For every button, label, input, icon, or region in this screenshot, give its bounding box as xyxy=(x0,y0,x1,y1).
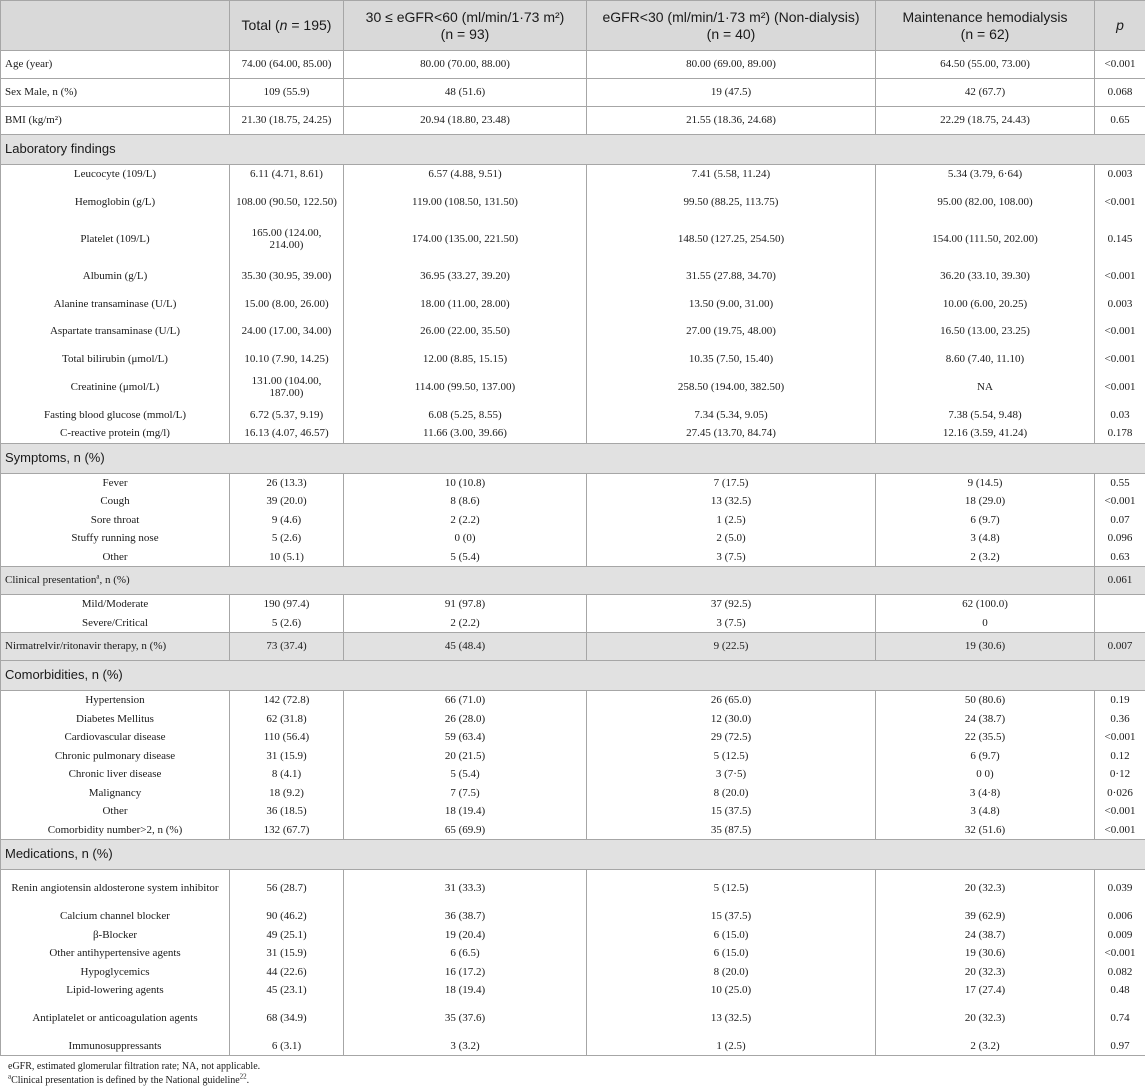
cell-egfr-30-60: 6 (6.5) xyxy=(344,944,587,963)
cell-total: 31 (15.9) xyxy=(230,944,344,963)
cell-egfr-lt30: 21.55 (18.36, 24.68) xyxy=(587,107,876,135)
cell-total: 36 (18.5) xyxy=(230,802,344,821)
row-label: Antiplatelet or anticoagulation agents xyxy=(1,1000,230,1037)
cell-p-value: <0.001 xyxy=(1095,821,1145,840)
cell-egfr-30-60: 20 (21.5) xyxy=(344,747,587,766)
cell-hemodialysis: 16.50 (13.00, 23.25) xyxy=(876,313,1095,350)
cell-total: 39 (20.0) xyxy=(230,492,344,511)
cell-egfr-30-60: 20.94 (18.80, 23.48) xyxy=(344,107,587,135)
cell-total: 18 (9.2) xyxy=(230,784,344,803)
cell-hemodialysis: 5.34 (3.79, 6·64) xyxy=(876,165,1095,184)
row-label: Chronic liver disease xyxy=(1,765,230,784)
cell-egfr-lt30: 37 (92.5) xyxy=(587,595,876,614)
cell-egfr-30-60: 26 (28.0) xyxy=(344,710,587,729)
cell-total: 90 (46.2) xyxy=(230,907,344,926)
cell-egfr-30-60: 114.00 (99.50, 137.00) xyxy=(344,369,587,406)
table-row xyxy=(1,79,1145,107)
row-label: Malignancy xyxy=(1,784,230,803)
table-row xyxy=(1,511,1145,530)
cell-hemodialysis: 95.00 (82.00, 108.00) xyxy=(876,184,1095,221)
table-row xyxy=(1,614,1145,633)
cell-total: 109 (55.9) xyxy=(230,79,344,107)
cell-egfr-lt30: 6 (15.0) xyxy=(587,926,876,945)
cell-egfr-30-60: 18 (19.4) xyxy=(344,802,587,821)
table-row xyxy=(1,350,1145,369)
row-label: β-Blocker xyxy=(1,926,230,945)
table-row xyxy=(1,765,1145,784)
cell-p-value: 0.006 xyxy=(1095,907,1145,926)
cell-total: 26 (13.3) xyxy=(230,473,344,492)
footnote-clinical: $^a$Clinical presentation is defined by the National guideline$^{22}$. xyxy=(8,1075,260,1086)
cell-p-value: 0.63 xyxy=(1095,548,1145,567)
cell-egfr-30-60: 91 (97.8) xyxy=(344,595,587,614)
cell-hemodialysis: NA xyxy=(876,369,1095,406)
cell-egfr-30-60: 65 (69.9) xyxy=(344,821,587,840)
cell-hemodialysis: 62 (100.0) xyxy=(876,595,1095,614)
cell-egfr-lt30: 258.50 (194.00, 382.50) xyxy=(587,369,876,406)
cell-egfr-30-60: 2 (2.2) xyxy=(344,614,587,633)
cell-p-value: 0.009 xyxy=(1095,926,1145,945)
cell-egfr-30-60: 18.00 (11.00, 28.00) xyxy=(344,295,587,314)
cell-hemodialysis: 24 (38.7) xyxy=(876,926,1095,945)
cell-egfr-30-60: 6.57 (4.88, 9.51) xyxy=(344,165,587,184)
cell-hemodialysis: 32 (51.6) xyxy=(876,821,1095,840)
table-row xyxy=(1,369,1145,406)
cell-egfr-lt30: 7 (17.5) xyxy=(587,473,876,492)
row-label: Comorbidity number>2, n (%) xyxy=(1,821,230,840)
cell-hemodialysis: 10.00 (6.00, 20.25) xyxy=(876,295,1095,314)
cell-hemodialysis: 3 (4.8) xyxy=(876,802,1095,821)
cell-hemodialysis: 6 (9.7) xyxy=(876,511,1095,530)
row-label: Aspartate transaminase (U/L) xyxy=(1,313,230,350)
cell-hemodialysis: 8.60 (7.40, 11.10) xyxy=(876,350,1095,369)
cell-egfr-lt30: 3 (7.5) xyxy=(587,614,876,633)
cell-hemodialysis: 2 (3.2) xyxy=(876,548,1095,567)
cell-egfr-30-60: 36.95 (33.27, 39.20) xyxy=(344,258,587,295)
table-row xyxy=(1,165,1145,184)
cell-p-value: 0.97 xyxy=(1095,1037,1145,1056)
table-row xyxy=(1,691,1145,710)
cell-egfr-30-60: 26.00 (22.00, 35.50) xyxy=(344,313,587,350)
cell-p-value: <0.001 xyxy=(1095,944,1145,963)
table-row xyxy=(1,710,1145,729)
section-title: Clinical presentation$^a$, n (%) xyxy=(1,567,1095,595)
cell-egfr-lt30: 148.50 (127.25, 254.50) xyxy=(587,221,876,258)
row-label: Nirmatrelvir/ritonavir therapy, n (%) xyxy=(1,633,230,661)
cell-egfr-lt30: 9 (22.5) xyxy=(587,633,876,661)
cell-egfr-30-60: 5 (5.4) xyxy=(344,548,587,567)
cell-total: 16.13 (4.07, 46.57) xyxy=(230,424,344,443)
cell-egfr-lt30: 1 (2.5) xyxy=(587,1037,876,1056)
section-comorbidities xyxy=(1,661,1145,691)
cell-egfr-30-60: 5 (5.4) xyxy=(344,765,587,784)
cell-total: 21.30 (18.75, 24.25) xyxy=(230,107,344,135)
row-label: Calcium channel blocker xyxy=(1,907,230,926)
cell-p-value: 0.12 xyxy=(1095,747,1145,766)
cell-p-value: 0.19 xyxy=(1095,691,1145,710)
table-row xyxy=(1,406,1145,425)
cell-hemodialysis: 64.50 (55.00, 73.00) xyxy=(876,51,1095,79)
cell-p-value: 0.07 xyxy=(1095,511,1145,530)
section-title: Symptoms, n (%) xyxy=(1,443,1145,473)
row-label: Diabetes Mellitus xyxy=(1,710,230,729)
cell-total: 108.00 (90.50, 122.50) xyxy=(230,184,344,221)
row-label: Albumin (g/L) xyxy=(1,258,230,295)
cell-egfr-30-60: 45 (48.4) xyxy=(344,633,587,661)
cell-total: 110 (56.4) xyxy=(230,728,344,747)
cell-egfr-30-60: 10 (10.8) xyxy=(344,473,587,492)
cell-p-value: <0.001 xyxy=(1095,802,1145,821)
cell-egfr-lt30: 13 (32.5) xyxy=(587,1000,876,1037)
cell-egfr-lt30: 8 (20.0) xyxy=(587,784,876,803)
cell-total: 24.00 (17.00, 34.00) xyxy=(230,313,344,350)
row-label: Total bilirubin (μmol/L) xyxy=(1,350,230,369)
cell-egfr-lt30: 2 (5.0) xyxy=(587,529,876,548)
cell-p-value: 0·12 xyxy=(1095,765,1145,784)
cell-total: 190 (97.4) xyxy=(230,595,344,614)
cell-egfr-30-60: 119.00 (108.50, 131.50) xyxy=(344,184,587,221)
cell-total: 74.00 (64.00, 85.00) xyxy=(230,51,344,79)
row-label: Severe/Critical xyxy=(1,614,230,633)
cell-egfr-lt30: 27.00 (19.75, 48.00) xyxy=(587,313,876,350)
cell-hemodialysis: 19 (30.6) xyxy=(876,944,1095,963)
cell-hemodialysis: 9 (14.5) xyxy=(876,473,1095,492)
cell-egfr-30-60: 31 (33.3) xyxy=(344,870,587,908)
cell-total: 132 (67.7) xyxy=(230,821,344,840)
table-row xyxy=(1,184,1145,221)
cell-total: 9 (4.6) xyxy=(230,511,344,530)
cell-egfr-lt30: 1 (2.5) xyxy=(587,511,876,530)
cell-hemodialysis: 7.38 (5.54, 9.48) xyxy=(876,406,1095,425)
row-label: Sex Male, n (%) xyxy=(1,79,230,107)
cell-egfr-30-60: 7 (7.5) xyxy=(344,784,587,803)
table-row xyxy=(1,595,1145,614)
cell-hemodialysis: 50 (80.6) xyxy=(876,691,1095,710)
table-row xyxy=(1,907,1145,926)
cell-p-value xyxy=(1095,595,1145,614)
cell-egfr-30-60: 3 (3.2) xyxy=(344,1037,587,1056)
cell-hemodialysis: 39 (62.9) xyxy=(876,907,1095,926)
table-row xyxy=(1,728,1145,747)
cell-egfr-30-60: 80.00 (70.00, 88.00) xyxy=(344,51,587,79)
section-symptoms xyxy=(1,443,1145,473)
cell-egfr-30-60: 48 (51.6) xyxy=(344,79,587,107)
table-row xyxy=(1,548,1145,567)
cell-egfr-30-60: 66 (71.0) xyxy=(344,691,587,710)
cell-egfr-lt30: 10 (25.0) xyxy=(587,981,876,1000)
row-label: Immunosuppressants xyxy=(1,1037,230,1056)
row-label: Cough xyxy=(1,492,230,511)
cell-p-value: 0.65 xyxy=(1095,107,1145,135)
cell-total: 15.00 (8.00, 26.00) xyxy=(230,295,344,314)
cell-p-value: 0.36 xyxy=(1095,710,1145,729)
cell-egfr-lt30: 7.41 (5.58, 11.24) xyxy=(587,165,876,184)
row-label: Cardiovascular disease xyxy=(1,728,230,747)
table-row xyxy=(1,313,1145,350)
cell-total: 68 (34.9) xyxy=(230,1000,344,1037)
cell-egfr-lt30: 6 (15.0) xyxy=(587,944,876,963)
section-medications xyxy=(1,840,1145,870)
cell-p-value: 0.007 xyxy=(1095,633,1145,661)
header-p: p xyxy=(1095,1,1145,51)
header-total: Total (n = 195) xyxy=(230,1,344,51)
cell-p-value: 0.068 xyxy=(1095,79,1145,107)
table-row xyxy=(1,981,1145,1000)
cell-hemodialysis: 20 (32.3) xyxy=(876,1000,1095,1037)
cell-p-value: <0.001 xyxy=(1095,492,1145,511)
cell-egfr-30-60: 16 (17.2) xyxy=(344,963,587,982)
row-label: Fever xyxy=(1,473,230,492)
header-label-col xyxy=(1,1,230,51)
cell-p-value: 0.145 xyxy=(1095,221,1145,258)
row-label: Alanine transaminase (U/L) xyxy=(1,295,230,314)
cell-egfr-lt30: 31.55 (27.88, 34.70) xyxy=(587,258,876,295)
cell-egfr-lt30: 3 (7.5) xyxy=(587,548,876,567)
cell-total: 5 (2.6) xyxy=(230,529,344,548)
table-row xyxy=(1,258,1145,295)
row-label: Hypoglycemics xyxy=(1,963,230,982)
row-label: C-reactive protein (mg/l) xyxy=(1,424,230,443)
cell-egfr-lt30: 99.50 (88.25, 113.75) xyxy=(587,184,876,221)
row-label: Lipid-lowering agents xyxy=(1,981,230,1000)
cell-p-value: 0.039 xyxy=(1095,870,1145,908)
table-row xyxy=(1,492,1145,511)
cell-total: 10 (5.1) xyxy=(230,548,344,567)
cell-egfr-30-60: 19 (20.4) xyxy=(344,926,587,945)
cell-egfr-lt30: 19 (47.5) xyxy=(587,79,876,107)
cell-hemodialysis: 22.29 (18.75, 24.43) xyxy=(876,107,1095,135)
cell-egfr-30-60: 18 (19.4) xyxy=(344,981,587,1000)
cell-hemodialysis: 12.16 (3.59, 41.24) xyxy=(876,424,1095,443)
cell-hemodialysis: 20 (32.3) xyxy=(876,963,1095,982)
cell-egfr-30-60: 2 (2.2) xyxy=(344,511,587,530)
cell-egfr-lt30: 12 (30.0) xyxy=(587,710,876,729)
cell-total: 35.30 (30.95, 39.00) xyxy=(230,258,344,295)
cell-p-value: <0.001 xyxy=(1095,728,1145,747)
cell-egfr-30-60: 174.00 (135.00, 221.50) xyxy=(344,221,587,258)
row-label: Chronic pulmonary disease xyxy=(1,747,230,766)
cell-p-value: 0.096 xyxy=(1095,529,1145,548)
cell-egfr-30-60: 36 (38.7) xyxy=(344,907,587,926)
cell-p-value: <0.001 xyxy=(1095,369,1145,406)
cell-total: 131.00 (104.00, 187.00) xyxy=(230,369,344,406)
table-row xyxy=(1,1037,1145,1056)
row-label: Other xyxy=(1,548,230,567)
header-group1: 30 ≤ eGFR<60 (ml/min/1·73 m²) (n = 93) xyxy=(344,1,587,51)
cell-hemodialysis: 2 (3.2) xyxy=(876,1037,1095,1056)
cell-hemodialysis: 17 (27.4) xyxy=(876,981,1095,1000)
cell-total: 73 (37.4) xyxy=(230,633,344,661)
cell-total: 165.00 (124.00, 214.00) xyxy=(230,221,344,258)
cell-total: 62 (31.8) xyxy=(230,710,344,729)
cell-p-value: <0.001 xyxy=(1095,184,1145,221)
cell-hemodialysis: 24 (38.7) xyxy=(876,710,1095,729)
cell-p-value: <0.001 xyxy=(1095,350,1145,369)
row-label: Leucocyte (109/L) xyxy=(1,165,230,184)
section-clinical-presentation xyxy=(1,567,1145,595)
row-label: BMI (kg/m²) xyxy=(1,107,230,135)
table-row-nirmatrelvir xyxy=(1,633,1145,661)
cell-p-value: 0.082 xyxy=(1095,963,1145,982)
cell-egfr-lt30: 13 (32.5) xyxy=(587,492,876,511)
row-label: Hemoglobin (g/L) xyxy=(1,184,230,221)
table-row xyxy=(1,424,1145,443)
table-row xyxy=(1,870,1145,908)
table-row xyxy=(1,107,1145,135)
cell-egfr-30-60: 11.66 (3.00, 39.66) xyxy=(344,424,587,443)
cell-p-value: 0.55 xyxy=(1095,473,1145,492)
table-row xyxy=(1,295,1145,314)
table-row xyxy=(1,963,1145,982)
cell-total: 44 (22.6) xyxy=(230,963,344,982)
cell-egfr-30-60: 8 (8.6) xyxy=(344,492,587,511)
cell-hemodialysis: 20 (32.3) xyxy=(876,870,1095,908)
cell-egfr-lt30: 15 (37.5) xyxy=(587,907,876,926)
cell-hemodialysis: 36.20 (33.10, 39.30) xyxy=(876,258,1095,295)
cell-p-value: <0.001 xyxy=(1095,313,1145,350)
cell-egfr-lt30: 80.00 (69.00, 89.00) xyxy=(587,51,876,79)
cell-p-value xyxy=(1095,614,1145,633)
row-label: Other antihypertensive agents xyxy=(1,944,230,963)
section-title: Comorbidities, n (%) xyxy=(1,661,1145,691)
cell-hemodialysis: 3 (4.8) xyxy=(876,529,1095,548)
cell-hemodialysis: 3 (4·8) xyxy=(876,784,1095,803)
table-row xyxy=(1,747,1145,766)
cell-egfr-30-60: 0 (0) xyxy=(344,529,587,548)
cell-p-value: 0.003 xyxy=(1095,165,1145,184)
cell-p-value: 0.48 xyxy=(1095,981,1145,1000)
cell-p-value: 0.178 xyxy=(1095,424,1145,443)
cell-hemodialysis: 22 (35.5) xyxy=(876,728,1095,747)
header-group2: eGFR<30 (ml/min/1·73 m²) (Non-dialysis) (n = 40) xyxy=(587,1,876,51)
header-row xyxy=(1,1,1145,51)
cell-egfr-lt30: 5 (12.5) xyxy=(587,747,876,766)
cell-total: 56 (28.7) xyxy=(230,870,344,908)
table-row xyxy=(1,944,1145,963)
cell-total: 49 (25.1) xyxy=(230,926,344,945)
cell-total: 8 (4.1) xyxy=(230,765,344,784)
table-row xyxy=(1,473,1145,492)
row-label: Sore throat xyxy=(1,511,230,530)
table-row xyxy=(1,221,1145,258)
cell-hemodialysis: 6 (9.7) xyxy=(876,747,1095,766)
cell-egfr-lt30: 7.34 (5.34, 9.05) xyxy=(587,406,876,425)
table-row xyxy=(1,821,1145,840)
footnotes xyxy=(8,1056,260,1086)
cell-egfr-lt30: 13.50 (9.00, 31.00) xyxy=(587,295,876,314)
footnote-abbreviations: eGFR, estimated glomerular filtration rate; NA, not applicable. xyxy=(8,1061,260,1072)
row-label: Mild/Moderate xyxy=(1,595,230,614)
cell-egfr-30-60: 35 (37.6) xyxy=(344,1000,587,1037)
cell-total: 45 (23.1) xyxy=(230,981,344,1000)
cell-egfr-30-60: 12.00 (8.85, 15.15) xyxy=(344,350,587,369)
section-laboratory xyxy=(1,135,1145,165)
cell-total: 6 (3.1) xyxy=(230,1037,344,1056)
row-label: Age (year) xyxy=(1,51,230,79)
section-title: Medications, n (%) xyxy=(1,840,1145,870)
row-label: Hypertension xyxy=(1,691,230,710)
cell-egfr-lt30: 8 (20.0) xyxy=(587,963,876,982)
cell-egfr-30-60: 59 (63.4) xyxy=(344,728,587,747)
cell-hemodialysis: 0 0) xyxy=(876,765,1095,784)
cell-total: 142 (72.8) xyxy=(230,691,344,710)
cell-hemodialysis: 18 (29.0) xyxy=(876,492,1095,511)
row-label: Fasting blood glucose (mmol/L) xyxy=(1,406,230,425)
row-label: Creatinine (μmol/L) xyxy=(1,369,230,406)
row-label: Other xyxy=(1,802,230,821)
table-row xyxy=(1,784,1145,803)
cell-p-value: <0.001 xyxy=(1095,258,1145,295)
row-label: Stuffy running nose xyxy=(1,529,230,548)
cell-hemodialysis: 154.00 (111.50, 202.00) xyxy=(876,221,1095,258)
section-p-value: 0.061 xyxy=(1095,567,1145,595)
cell-total: 5 (2.6) xyxy=(230,614,344,633)
table-row xyxy=(1,1000,1145,1037)
cell-hemodialysis: 19 (30.6) xyxy=(876,633,1095,661)
cell-egfr-lt30: 35 (87.5) xyxy=(587,821,876,840)
cell-p-value: <0.001 xyxy=(1095,51,1145,79)
cell-egfr-lt30: 29 (72.5) xyxy=(587,728,876,747)
section-title: Laboratory findings xyxy=(1,135,1145,165)
cell-p-value: 0.03 xyxy=(1095,406,1145,425)
cell-p-value: 0.74 xyxy=(1095,1000,1145,1037)
cell-egfr-lt30: 3 (7·5) xyxy=(587,765,876,784)
table-row xyxy=(1,51,1145,79)
cell-egfr-lt30: 27.45 (13.70, 84.74) xyxy=(587,424,876,443)
cell-total: 31 (15.9) xyxy=(230,747,344,766)
table-body xyxy=(1,51,1145,1056)
cell-egfr-30-60: 6.08 (5.25, 8.55) xyxy=(344,406,587,425)
cell-total: 6.72 (5.37, 9.19) xyxy=(230,406,344,425)
cell-total: 6.11 (4.71, 8.61) xyxy=(230,165,344,184)
cell-egfr-lt30: 5 (12.5) xyxy=(587,870,876,908)
cell-egfr-lt30: 15 (37.5) xyxy=(587,802,876,821)
cell-total: 10.10 (7.90, 14.25) xyxy=(230,350,344,369)
cell-p-value: 0.003 xyxy=(1095,295,1145,314)
cell-egfr-lt30: 26 (65.0) xyxy=(587,691,876,710)
row-label: Renin angiotensin aldosterone system inhibitor xyxy=(1,870,230,908)
table-row xyxy=(1,529,1145,548)
header-group3: Maintenance hemodialysis (n = 62) xyxy=(876,1,1095,51)
cell-hemodialysis: 42 (67.7) xyxy=(876,79,1095,107)
table-row xyxy=(1,802,1145,821)
row-label: Platelet (109/L) xyxy=(1,221,230,258)
cell-hemodialysis: 0 xyxy=(876,614,1095,633)
cell-p-value: 0·026 xyxy=(1095,784,1145,803)
table-row xyxy=(1,926,1145,945)
cell-egfr-lt30: 10.35 (7.50, 15.40) xyxy=(587,350,876,369)
